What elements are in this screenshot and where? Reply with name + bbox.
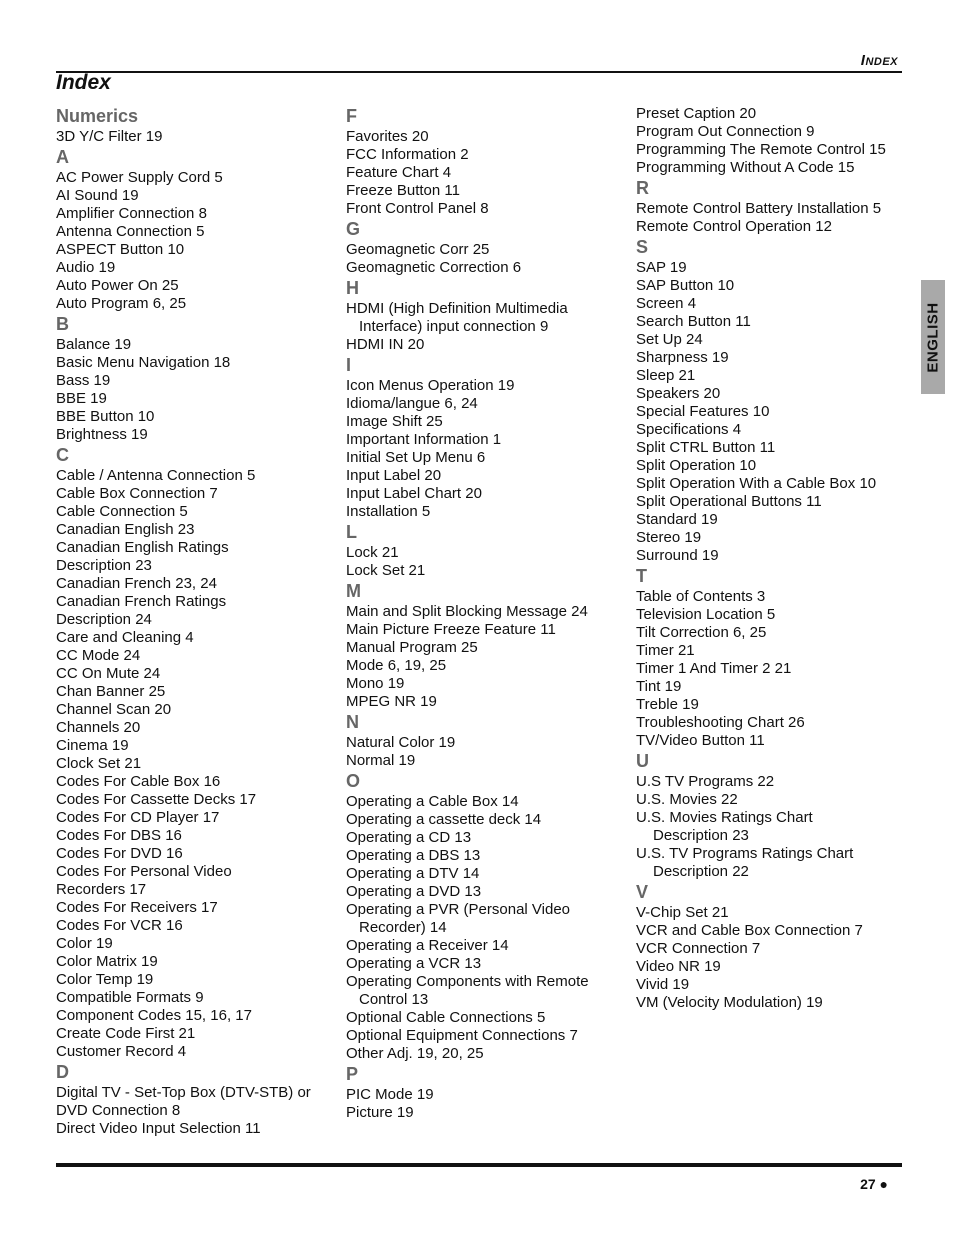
index-entry: DVD Connection 8	[56, 1102, 181, 1119]
index-entry: Image Shift 25	[346, 413, 443, 430]
index-entry: Sleep 21	[636, 367, 696, 384]
index-entry: Natural Color 19	[346, 734, 456, 751]
index-entry: V-Chip Set 21	[636, 904, 729, 921]
page-number-value: 27	[860, 1176, 876, 1192]
index-entry: Preset Caption 20	[636, 105, 757, 122]
section-heading: H	[346, 278, 359, 298]
index-entry: Customer Record 4	[56, 1043, 187, 1060]
index-entry: Picture 19	[346, 1104, 414, 1121]
index-entry: Description 23	[653, 827, 749, 844]
index-entry: Lock Set 21	[346, 562, 426, 579]
index-entry: Channels 20	[56, 719, 141, 736]
index-entry: Idioma/langue 6, 24	[346, 395, 478, 412]
section-heading: P	[346, 1064, 359, 1084]
index-entry: Description 23	[56, 557, 152, 574]
index-entry: Cinema 19	[56, 737, 129, 754]
section-heading: C	[56, 445, 69, 465]
index-entry: Operating Components with Remote	[346, 973, 589, 990]
index-entry: Auto Power On 25	[56, 277, 179, 294]
index-entry: Standard 19	[636, 511, 718, 528]
section-heading: B	[56, 314, 69, 334]
index-entry: Geomagnetic Corr 25	[346, 241, 490, 258]
index-column-3	[636, 105, 920, 1012]
index-entry: Codes For DVD 16	[56, 845, 183, 862]
section-heading: S	[636, 237, 649, 257]
index-entry: Timer 21	[636, 642, 695, 659]
index-entry: TV/Video Button 11	[636, 732, 765, 749]
section-heading: Numerics	[56, 106, 139, 126]
index-entry: Care and Cleaning 4	[56, 629, 194, 646]
index-entry: Surround 19	[636, 547, 719, 564]
index-entry: Canadian French 23, 24	[56, 575, 217, 592]
index-entry: VM (Velocity Modulation) 19	[636, 994, 823, 1011]
index-entry: BBE 19	[56, 390, 107, 407]
index-entry: Installation 5	[346, 503, 431, 520]
index-entry: Timer 1 And Timer 2 21	[636, 660, 792, 677]
index-entry: Codes For Cable Box 16	[56, 773, 221, 790]
index-entry: ASPECT Button 10	[56, 241, 185, 258]
index-entry: Create Code First 21	[56, 1025, 196, 1042]
index-entry: Sharpness 19	[636, 349, 729, 366]
section-heading: D	[56, 1062, 69, 1082]
section-heading: V	[636, 882, 649, 902]
index-entry: Operating a PVR (Personal Video	[346, 901, 571, 918]
index-entry: U.S. Movies Ratings Chart	[636, 809, 813, 826]
section-heading: L	[346, 522, 357, 542]
index-entry: Front Control Panel 8	[346, 200, 489, 217]
index-entry: VCR Connection 7	[636, 940, 761, 957]
index-entry: Remote Control Battery Installation 5	[636, 200, 882, 217]
index-entry: Program Out Connection 9	[636, 123, 815, 140]
index-entry: CC Mode 24	[56, 647, 141, 664]
section-heading: G	[346, 219, 361, 239]
index-entry: U.S. Movies 22	[636, 791, 738, 808]
index-entry: U.S. TV Programs Ratings Chart	[636, 845, 854, 862]
section-heading: I	[346, 355, 352, 375]
index-entry: Table of Contents 3	[636, 588, 766, 605]
index-entry: Specifications 4	[636, 421, 742, 438]
index-entry: Recorders 17	[56, 881, 147, 898]
section-heading: M	[346, 581, 361, 601]
section-heading: N	[346, 712, 359, 732]
index-entry: Operating a DBS 13	[346, 847, 481, 864]
index-entry: FCC Information 2	[346, 146, 469, 163]
index-entry: Important Information 1	[346, 431, 502, 448]
index-entry: Antenna Connection 5	[56, 223, 205, 240]
index-entry: Stereo 19	[636, 529, 702, 546]
index-entry: Brightness 19	[56, 426, 148, 443]
running-header	[861, 52, 898, 69]
index-entry: Special Features 10	[636, 403, 770, 420]
index-entry: Direct Video Input Selection 11	[56, 1120, 261, 1137]
running-header-cap: I	[860, 52, 866, 69]
index-entry: Set Up 24	[636, 331, 703, 348]
index-entry: Cable Connection 5	[56, 503, 188, 520]
index-entry: Codes For VCR 16	[56, 917, 183, 934]
index-entry: BBE Button 10	[56, 408, 155, 425]
index-entry: Cable / Antenna Connection 5	[56, 467, 256, 484]
language-tab[interactable]	[921, 280, 945, 394]
index-entry: Manual Program 25	[346, 639, 478, 656]
index-entry: Mono 19	[346, 675, 405, 692]
index-entry: Optional Cable Connections 5	[346, 1009, 546, 1026]
index-entry: Codes For Personal Video	[56, 863, 232, 880]
index-entry: Tint 19	[636, 678, 682, 695]
index-entry: Compatible Formats 9	[56, 989, 204, 1006]
index-entry: Canadian English 23	[56, 521, 195, 538]
section-heading: U	[636, 751, 649, 771]
index-entry: CC On Mute 24	[56, 665, 161, 682]
index-entry: Icon Menus Operation 19	[346, 377, 515, 394]
index-entry: VCR and Cable Box Connection 7	[636, 922, 863, 939]
index-entry: HDMI IN 20	[346, 336, 425, 353]
index-entry: Codes For DBS 16	[56, 827, 182, 844]
index-entry: Color Temp 19	[56, 971, 154, 988]
index-entry: Recorder) 14	[359, 919, 447, 936]
index-entry: PIC Mode 19	[346, 1086, 434, 1103]
index-entry: Lock 21	[346, 544, 399, 561]
index-entry: Optional Equipment Connections 7	[346, 1027, 578, 1044]
index-entry: Troubleshooting Chart 26	[636, 714, 805, 731]
index-column-1	[56, 105, 340, 1138]
index-entry: Search Button 11	[636, 313, 751, 330]
index-entry: Operating a Cable Box 14	[346, 793, 519, 810]
index-entry: Operating a Receiver 14	[346, 937, 509, 954]
index-entry: U.S TV Programs 22	[636, 773, 775, 790]
index-entry: Operating a DTV 14	[346, 865, 480, 882]
index-entry: Main and Split Blocking Message 24	[346, 603, 588, 620]
page-number	[860, 1176, 888, 1192]
index-entry: Operating a DVD 13	[346, 883, 482, 900]
index-entry: Programming The Remote Control 15	[636, 141, 886, 158]
index-entry: Speakers 20	[636, 385, 721, 402]
index-column-2	[346, 105, 630, 1122]
index-entry: Interface) input connection 9	[359, 318, 549, 335]
index-entry: Split Operation 10	[636, 457, 757, 474]
index-entry: Input Label Chart 20	[346, 485, 482, 502]
index-entry: Screen 4	[636, 295, 697, 312]
index-entry: Description 24	[56, 611, 152, 628]
index-entry: Basic Menu Navigation 18	[56, 354, 231, 371]
index-entry: Chan Banner 25	[56, 683, 166, 700]
index-entry: Operating a VCR 13	[346, 955, 482, 972]
index-entry: Clock Set 21	[56, 755, 142, 772]
index-entry: Canadian French Ratings	[56, 593, 227, 610]
index-entry: AI Sound 19	[56, 187, 139, 204]
index-entry: Main Picture Freeze Feature 11	[346, 621, 556, 638]
section-heading: F	[346, 106, 357, 126]
index-entry: Component Codes 15, 16, 17	[56, 1007, 252, 1024]
index-entry: Geomagnetic Correction 6	[346, 259, 522, 276]
section-heading: O	[346, 771, 361, 791]
index-entry: Video NR 19	[636, 958, 721, 975]
top-rule	[56, 71, 902, 73]
section-heading: R	[636, 178, 649, 198]
index-entry: Treble 19	[636, 696, 699, 713]
bottom-rule	[56, 1163, 902, 1167]
index-entry: Audio 19	[56, 259, 116, 276]
index-entry: Remote Control Operation 12	[636, 218, 832, 235]
index-entry: Codes For Cassette Decks 17	[56, 791, 257, 808]
index-entry: Split CTRL Button 11	[636, 439, 776, 456]
index-entry: MPEG NR 19	[346, 693, 437, 710]
page-title: Index	[56, 71, 111, 94]
index-entry: HDMI (High Definition Multimedia	[346, 300, 568, 317]
index-entry: Vivid 19	[636, 976, 690, 993]
index-entry: Digital TV - Set-Top Box (DTV-STB) or	[56, 1084, 311, 1101]
section-heading: A	[56, 147, 69, 167]
index-entry: Operating a cassette deck 14	[346, 811, 542, 828]
index-entry: Television Location 5	[636, 606, 776, 623]
index-entry: SAP 19	[636, 259, 687, 276]
index-entry: Other Adj. 19, 20, 25	[346, 1045, 484, 1062]
index-entry: Split Operational Buttons 11	[636, 493, 822, 510]
index-entry: Codes For Receivers 17	[56, 899, 218, 916]
index-entry: Input Label 20	[346, 467, 442, 484]
section-heading: T	[636, 566, 647, 586]
index-entry: Normal 19	[346, 752, 416, 769]
index-entry: Initial Set Up Menu 6	[346, 449, 486, 466]
language-tab-label: ENGLISH	[924, 301, 942, 373]
index-entry: Tilt Correction 6, 25	[636, 624, 767, 641]
index-entry: SAP Button 10	[636, 277, 735, 294]
index-entry: Control 13	[359, 991, 429, 1008]
index-entry: Favorites 20	[346, 128, 429, 145]
index-entry: Freeze Button 11	[346, 182, 460, 199]
index-entry: Channel Scan 20	[56, 701, 172, 718]
index-entry: Split Operation With a Cable Box 10	[636, 475, 877, 492]
index-entry: Cable Box Connection 7	[56, 485, 218, 502]
index-entry: 3D Y/C Filter 19	[56, 128, 163, 145]
index-entry: Bass 19	[56, 372, 111, 389]
index-entry: Color Matrix 19	[56, 953, 158, 970]
index-entry: Auto Program 6, 25	[56, 295, 187, 312]
index-entry: Feature Chart 4	[346, 164, 452, 181]
index-entry: Operating a CD 13	[346, 829, 472, 846]
running-header-rest: NDEX	[865, 56, 898, 68]
bullet-icon: ●	[879, 1176, 888, 1192]
index-entry: Amplifier Connection 8	[56, 205, 207, 222]
index-entry: Codes For CD Player 17	[56, 809, 220, 826]
index-entry: AC Power Supply Cord 5	[56, 169, 223, 186]
index-entry: Mode 6, 19, 25	[346, 657, 447, 674]
index-entry: Programming Without A Code 15	[636, 159, 855, 176]
index-entry: Canadian English Ratings	[56, 539, 229, 556]
index-entry: Color 19	[56, 935, 113, 952]
index-entry: Description 22	[653, 863, 749, 880]
index-entry: Balance 19	[56, 336, 132, 353]
